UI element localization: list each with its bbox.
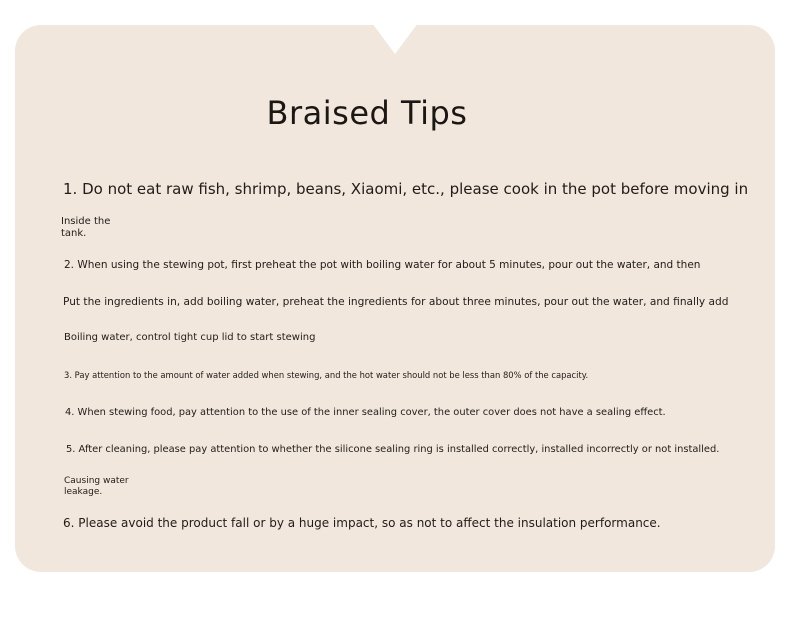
tip-5-continuation [64, 476, 129, 498]
tip-6: 6. Please avoid the product fall or by a huge impact, so as not to affect the insulation performance. [63, 516, 661, 530]
page-title: Braised Tips [266, 94, 468, 132]
tip-2: 2. When using the stewing pot, first preheat the pot with boiling water for about 5 minutes, pour out the water, and then [64, 259, 701, 271]
tip-3: 3. Pay attention to the amount of water added when stewing, and the hot water should not be less than 80% of the capacity. [64, 370, 589, 380]
tip-1-continuation-line-2: tank. [61, 228, 87, 239]
tip-1-continuation-line-1: Inside the [61, 216, 111, 227]
tip-2-continuation: Put the ingredients in, add boiling water, preheat the ingredients for about three minutes, pour out the water, and finally add [63, 296, 729, 308]
tip-5: 5. After cleaning, please pay attention to whether the silicone sealing ring is installed correctly, installed incorrectly or not installed. [66, 444, 720, 455]
tip-1: 1. Do not eat raw fish, shrimp, beans, Xiaomi, etc., please cook in the pot before moving in [63, 180, 749, 198]
tip-5-continuation-line-2: leakage. [64, 487, 103, 497]
tip-5-continuation-line-1: Causing water [64, 476, 129, 486]
tip-2-continuation-2: Boiling water, control tight cup lid to start stewing [64, 332, 316, 343]
tip-1-continuation [61, 216, 110, 240]
tip-4: 4. When stewing food, pay attention to the use of the inner sealing cover, the outer cover does not have a sealing effect. [65, 407, 666, 418]
card-notch [372, 23, 418, 54]
